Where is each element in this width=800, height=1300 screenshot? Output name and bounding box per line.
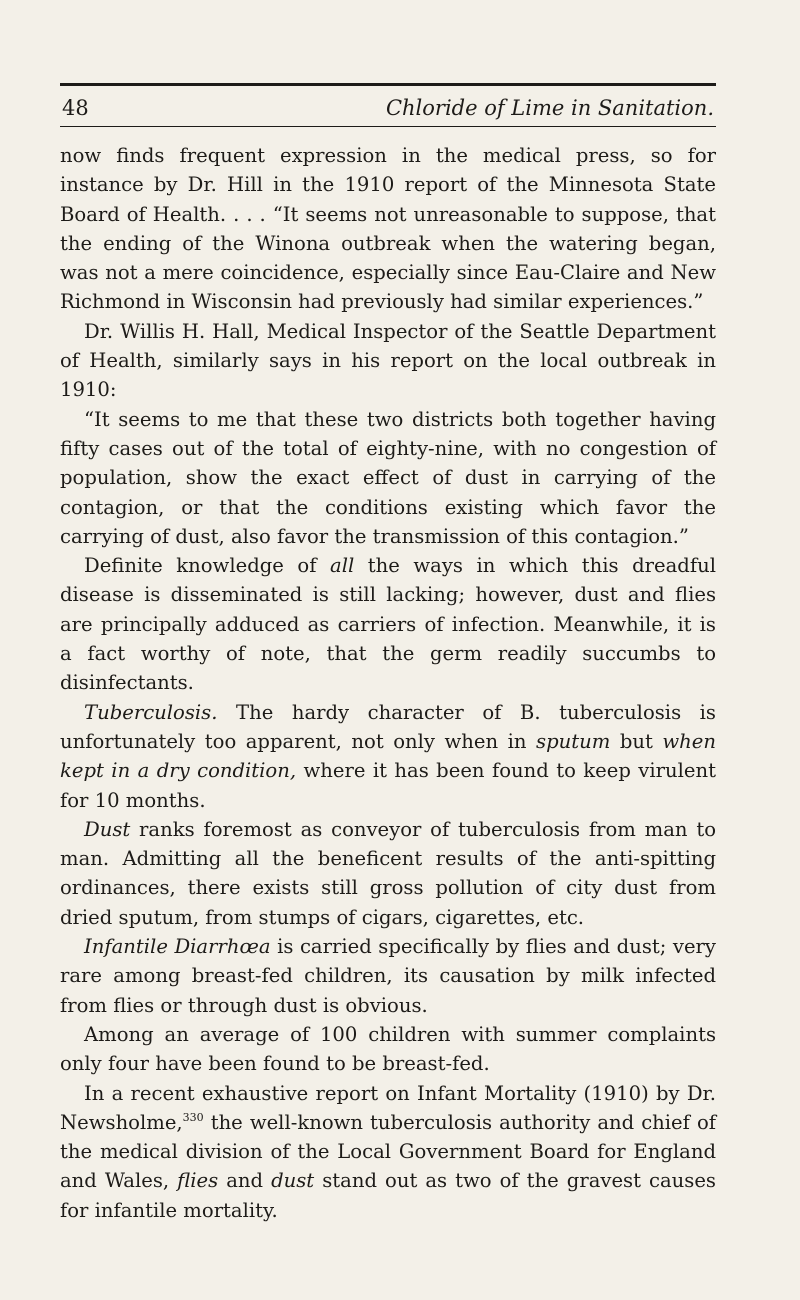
paragraph-p6 (60, 815, 716, 932)
paragraph-p5 (60, 698, 716, 815)
text-run: ranks foremost as conveyor of tuberculosis from man to man. Admitting all the beneficent results of the anti-spitting ordinances, there exists still gross pollution of city dust from dried sputum, from stumps of cigars, cigarettes, etc. (60, 817, 716, 929)
text-run: stand out as two of the gravest causes for infantile mortality. (60, 1169, 716, 1222)
header-rule-top (60, 83, 716, 86)
paragraph-p8 (60, 1020, 716, 1079)
running-title: Chloride of Lime in Sanitation. (385, 96, 714, 120)
italic-text: Infantile Diarrhœa (84, 935, 271, 959)
page-number: 48 (62, 96, 89, 120)
text-run: Dr. Willis H. Hall, Medical Inspector of the Seattle Department of Health, similarly says in his report on the local outbreak in 1910: (60, 319, 716, 402)
paragraph-p2 (60, 317, 716, 405)
text-run: is carried specifically by flies and dust; very rare among breast-fed children, its causation by milk infected from flies or through dust is obvious. (60, 935, 716, 1017)
text-run: Definite knowledge of (84, 554, 331, 578)
text-run: but (610, 729, 663, 753)
paragraph-p3 (60, 405, 716, 551)
italic-text: all (330, 554, 355, 578)
text-run: “It seems to me that these two districts both together having fifty cases out of the total of eighty-nine, with no congestion of population, show the exact effect of dust in carrying of the contagion, or that the conditions existing which favor the carrying of dust, also favor the transmission of this contagion.” (60, 407, 716, 548)
footnote-reference: 330 (182, 1110, 204, 1124)
italic-text: Tuberculosis. (84, 700, 218, 724)
paragraph-p1 (60, 141, 716, 317)
paragraph-p4 (60, 551, 716, 697)
paragraph-p9 (60, 1079, 716, 1225)
italic-text: dust (271, 1169, 315, 1193)
book-page (60, 83, 716, 1225)
italic-text: flies (177, 1169, 219, 1193)
italic-text: Dust (84, 817, 131, 841)
text-run: where it has been found to keep virulent for 10 months. (60, 759, 716, 812)
running-header (60, 95, 716, 121)
body-text (60, 141, 716, 1225)
header-rule-bottom (60, 126, 716, 127)
italic-text: sputum (536, 729, 611, 753)
text-run: the ways in which this dreadful disease is disseminated is still lacking; however, dust and flies are principally adduced as carriers of infection. Meanwhile, it is a fact worthy of note, that the germ readily succumbs to disinfectants. (60, 554, 716, 695)
text-run: The hardy character of B. tuberculosis is unfortunately too apparent, not only when in (60, 700, 716, 753)
text-run: and (218, 1169, 272, 1193)
text-run: the well-known tuberculosis authority and chief of the medical division of the Local Government Board for England and Wales, (60, 1110, 716, 1193)
text-run: now finds frequent expression in the medical press, so for instance by Dr. Hill in the 1910 report of the Minnesota State Board of Health. . . . “It seems not unreasonable to suppose, that the ending of the Winona outbreak when the watering began, was not a mere coincidence, especially since Eau-Claire and New Richmond in Wisconsin had previously had similar experiences.” (60, 144, 716, 314)
italic-text: when kept in a dry condition, (60, 729, 716, 783)
text-run: In a recent exhaustive report on Infant Mortality (1910) by Dr. Newsholme, (60, 1081, 716, 1134)
text-run: Among an average of 100 children with summer complaints only four have been found to be breast-fed. (60, 1022, 716, 1076)
paragraph-p7 (60, 932, 716, 1020)
